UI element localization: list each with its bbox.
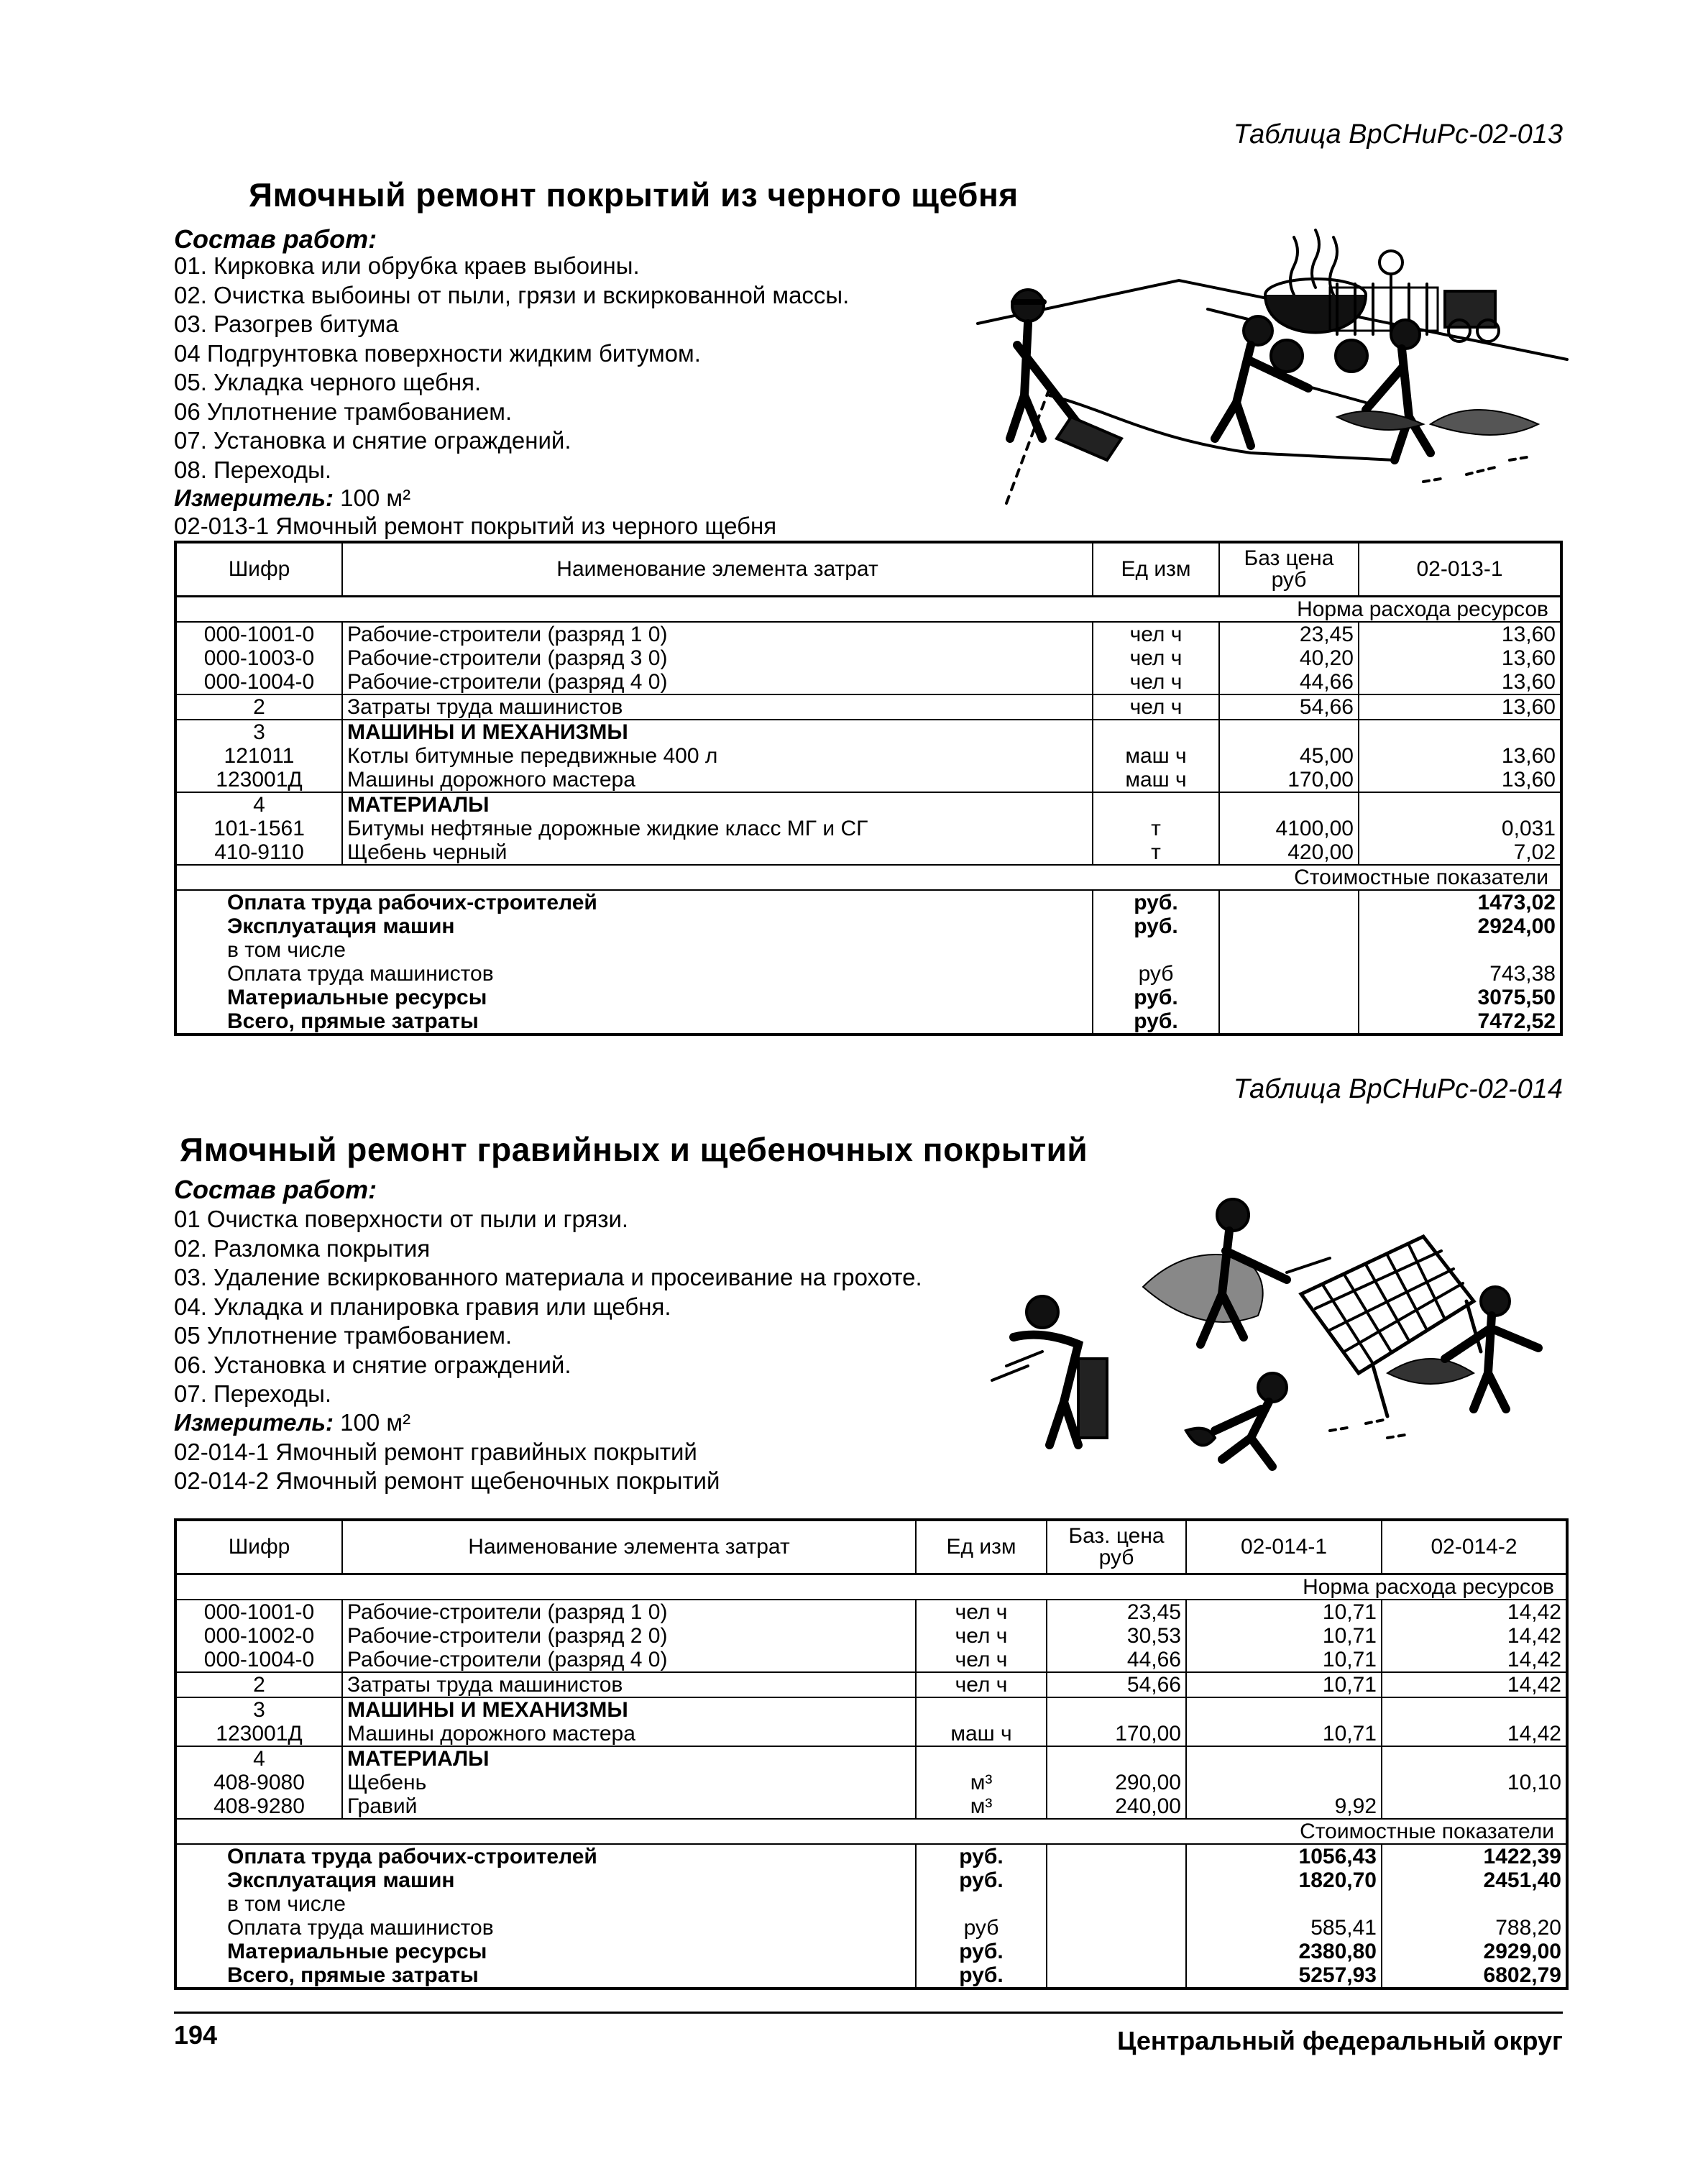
header-col1: 02-013-1	[1359, 542, 1561, 597]
variant-02-013-1: 02-013-1 Ямочный ремонт покрытий из черного щебня	[174, 513, 777, 539]
summary-row: Эксплуатация машин руб. 1820,70 2451,40	[175, 1868, 1567, 1892]
header-code: Шифр	[175, 1520, 342, 1574]
table-row: 000-1004-0 Рабочие-строители (разряд 4 0) чел ч 44,66 10,71 14,42	[175, 1648, 1567, 1672]
header-col1: 02-014-1	[1186, 1520, 1382, 1574]
band-row	[175, 865, 1561, 890]
meter-value: 100 м²	[340, 1409, 411, 1436]
meter-label: Измеритель:	[174, 1409, 334, 1436]
table-row: 410-9110 Щебень черный т 420,00 7,02	[175, 840, 1561, 865]
cost-table-02-014	[174, 1518, 1569, 1990]
summary-row: в том числе	[175, 938, 1561, 962]
table-row: 000-1003-0 Рабочие-строители (разряд 3 0) чел ч 40,20 13,60	[175, 646, 1561, 670]
work-item: 02. Разломка покрытия	[174, 1234, 431, 1262]
summary-row: Материальные ресурсы руб. 3075,50	[175, 986, 1561, 1009]
meter-02-014	[174, 1409, 410, 1436]
work-item: 06. Установка и снятие ограждений.	[174, 1351, 571, 1378]
table-row: 000-1004-0 Рабочие-строители (разряд 4 0) чел ч 44,66 13,60	[175, 670, 1561, 694]
work-item: 01 Очистка поверхности от пыли и грязи.	[174, 1206, 629, 1232]
work-item: 04. Укладка и планировка гравия или щебня.	[174, 1293, 671, 1320]
table-caption-02-013: Таблица ВрСНиРс-02-013	[1233, 119, 1563, 150]
work-item: 01. Кирковка или обрубка краев выбоины.	[174, 252, 640, 279]
works-list-02-013	[174, 252, 849, 485]
work-item: 07. Установка и снятие ограждений.	[174, 427, 571, 454]
table-row: 408-9280 Гравий м³ 240,00 9,92	[175, 1794, 1567, 1819]
work-item: 05 Уплотнение трамбованием.	[174, 1322, 513, 1349]
works-heading-02-014: Состав работ:	[174, 1175, 377, 1204]
meter-02-013	[174, 485, 410, 512]
cost-table-02-013	[174, 541, 1563, 1036]
table-header-row	[175, 542, 1561, 597]
work-item: 04 Подгрунтовка поверхности жидким битумом.	[174, 339, 701, 367]
meter-value: 100 м²	[340, 485, 411, 511]
table-row: 000-1002-0 Рабочие-строители (разряд 2 0) чел ч 30,53 10,71 14,42	[175, 1624, 1567, 1648]
road-workers-illustration	[963, 223, 1574, 510]
summary-row: Оплата труда машинистов руб 585,41 788,20	[175, 1916, 1567, 1940]
table-row: 123001Д Машины дорожного мастера маш ч 170,00 10,71 14,42	[175, 1722, 1567, 1746]
band-cost: Стоимостные показатели	[1186, 1819, 1567, 1844]
summary-row: Всего, прямые затраты руб. 7472,52	[175, 1009, 1561, 1035]
summary-row: Всего, прямые затраты руб. 5257,93 6802,79	[175, 1963, 1567, 1989]
summary-row: Эксплуатация машин руб. 2924,00	[175, 914, 1561, 938]
footer-region: Центральный федеральный округ	[1117, 2026, 1563, 2055]
summary-row: Материальные ресурсы руб. 2380,80 2929,00	[175, 1940, 1567, 1963]
works-list-02-014	[174, 1205, 922, 1409]
section-title-02-014: Ямочный ремонт гравийных и щебеночных покрытий	[180, 1131, 1088, 1168]
header-name: Наименование элемента затрат	[342, 1520, 916, 1574]
band-cost: Стоимостные показатели	[1219, 865, 1561, 890]
summary-row: в том числе	[175, 1892, 1567, 1916]
sieving-workers-illustration	[985, 1193, 1553, 1474]
table-header-row	[175, 1520, 1567, 1574]
table-row: 2 Затраты труда машинистов чел ч 54,66 10,71 14,42	[175, 1672, 1567, 1697]
table-row: 000-1001-0 Рабочие-строители (разряд 1 0) чел ч 23,45 10,71 14,42	[175, 1600, 1567, 1624]
band-row	[175, 1819, 1567, 1844]
table-row: 101-1561 Битумы нефтяные дорожные жидкие класс МГ и СГ т 4100,00 0,031	[175, 817, 1561, 840]
page-number: 194	[174, 2020, 218, 2050]
band-row	[175, 597, 1561, 623]
table-row: 121011 Котлы битумные передвижные 400 л маш ч 45,00 13,60	[175, 744, 1561, 768]
table-row: 123001Д Машины дорожного мастера маш ч 170,00 13,60	[175, 768, 1561, 792]
table-row: 4 МАТЕРИАЛЫ	[175, 792, 1561, 817]
meter-label: Измеритель:	[174, 485, 334, 511]
band-norm: Норма расхода ресурсов	[1186, 1574, 1567, 1600]
footer-rule	[174, 2012, 1563, 2014]
summary-row: Оплата труда машинистов руб 743,38	[175, 962, 1561, 986]
header-unit: Ед изм	[1093, 542, 1219, 597]
work-item: 06 Уплотнение трамбованием.	[174, 398, 513, 425]
work-item: 07. Переходы.	[174, 1380, 331, 1407]
summary-row: Оплата труда рабочих-строителей руб. 1473,02	[175, 890, 1561, 914]
table-caption-02-014: Таблица ВрСНиРс-02-014	[1233, 1074, 1563, 1104]
table-row: 2 Затраты труда машинистов чел ч 54,66 13,60	[175, 694, 1561, 720]
table-row: 408-9080 Щебень м³ 290,00 10,10	[175, 1771, 1567, 1794]
header-name: Наименование элемента затрат	[342, 542, 1093, 597]
header-price: Баз цена руб	[1219, 542, 1359, 597]
header-col2: 02-014-2	[1382, 1520, 1567, 1574]
band-row	[175, 1574, 1567, 1600]
table-row: 3 МАШИНЫ И МЕХАНИЗМЫ	[175, 1697, 1567, 1722]
table-row: 4 МАТЕРИАЛЫ	[175, 1746, 1567, 1771]
variant-02-014-1: 02-014-1 Ямочный ремонт гравийных покрытий	[174, 1439, 697, 1465]
table-row: 000-1001-0 Рабочие-строители (разряд 1 0) чел ч 23,45 13,60	[175, 622, 1561, 646]
works-heading-02-013: Состав работ:	[174, 224, 377, 254]
work-item: 03. Разогрев битума	[174, 311, 399, 337]
section-title-02-013: Ямочный ремонт покрытий из черного щебня	[249, 176, 1019, 214]
band-norm: Норма расхода ресурсов	[1219, 597, 1561, 623]
work-item: 05. Укладка черного щебня.	[174, 369, 482, 395]
work-item: 08. Переходы.	[174, 456, 331, 483]
variant-02-014-2: 02-014-2 Ямочный ремонт щебеночных покрытий	[174, 1467, 720, 1494]
header-price: Баз. цена руб	[1047, 1520, 1186, 1574]
work-item: 03. Удаление вскиркованного материала и просеивание на грохоте.	[174, 1264, 922, 1290]
work-item: 02. Очистка выбоины от пыли, грязи и вскиркованной массы.	[174, 281, 850, 308]
header-unit: Ед изм	[916, 1520, 1047, 1574]
table-row: 3 МАШИНЫ И МЕХАНИЗМЫ	[175, 720, 1561, 744]
header-code: Шифр	[175, 542, 342, 597]
summary-row: Оплата труда рабочих-строителей руб. 1056,43 1422,39	[175, 1844, 1567, 1868]
